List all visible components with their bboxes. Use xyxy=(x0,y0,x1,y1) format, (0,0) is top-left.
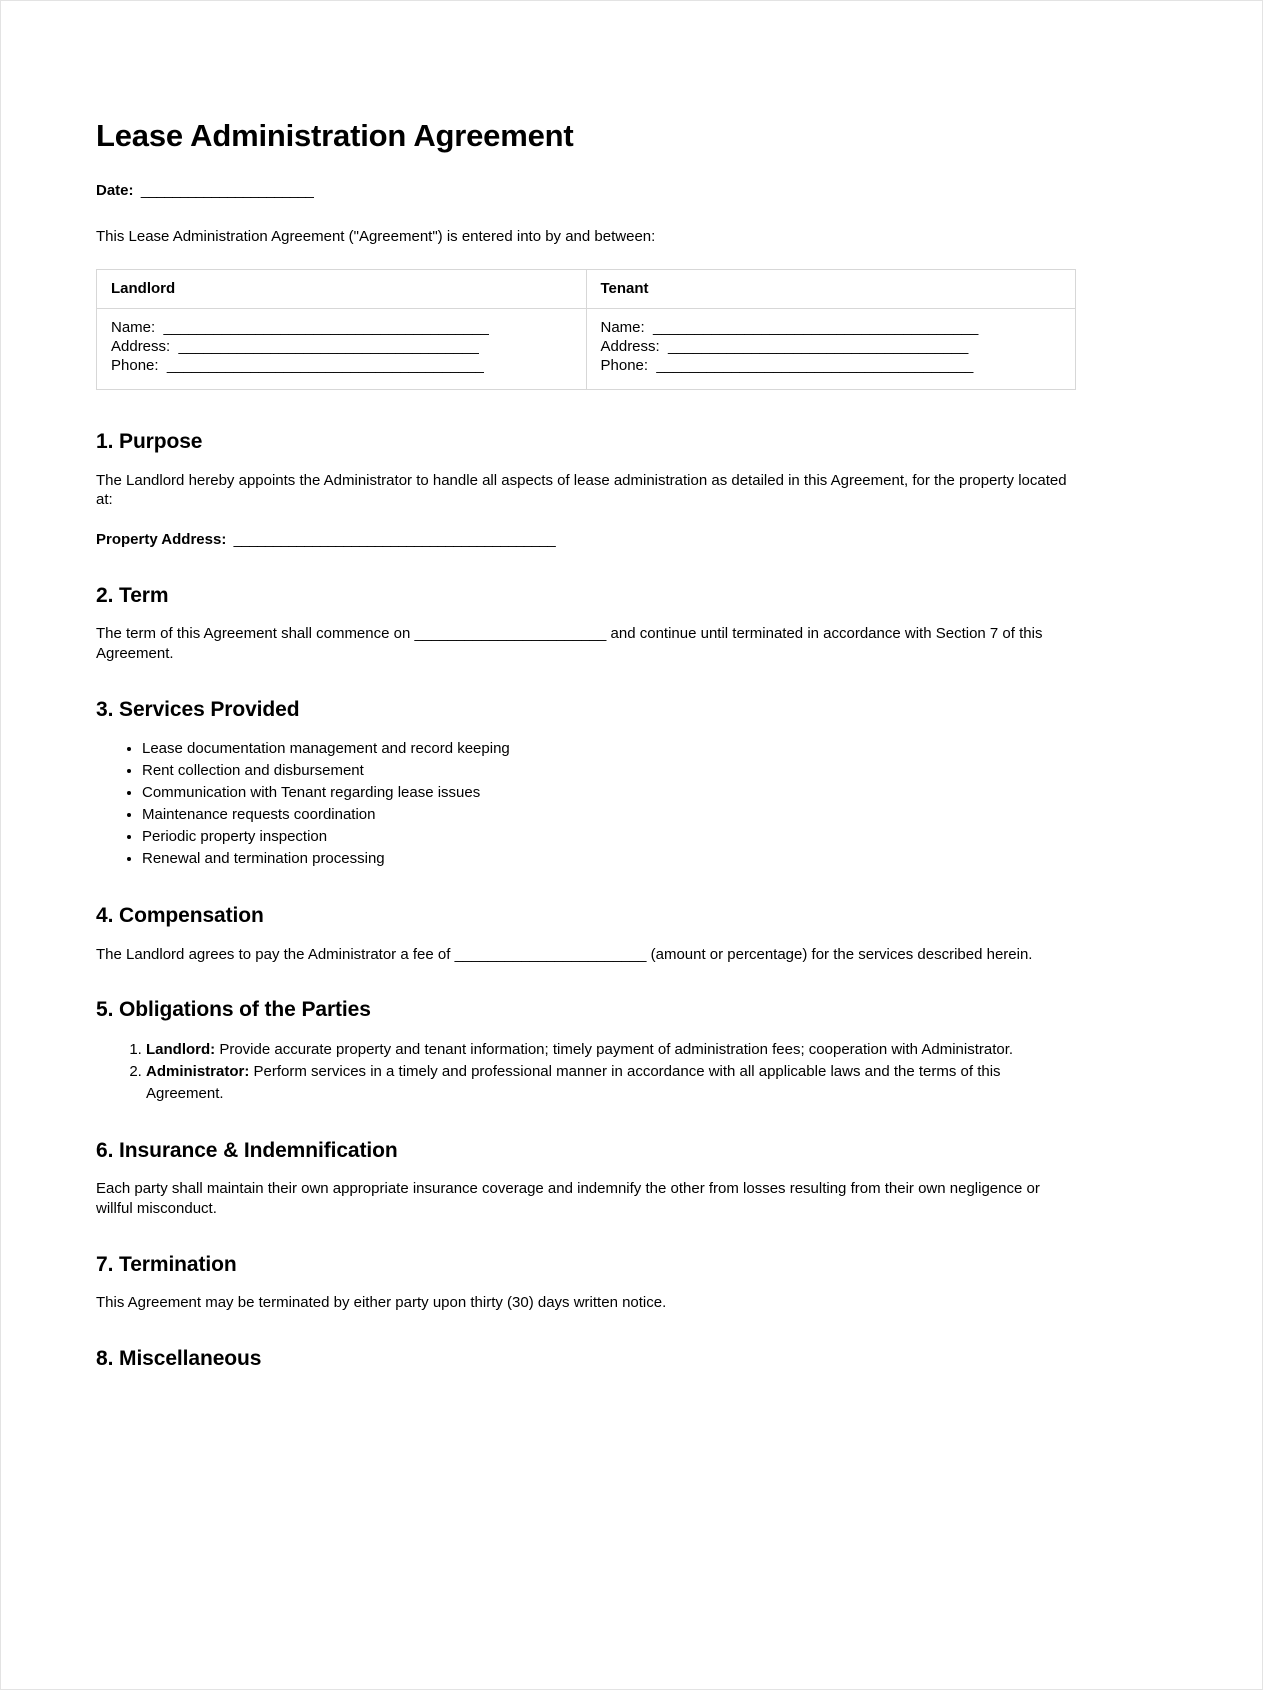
compensation-text-after: (amount or percentage) for the services described herein. xyxy=(646,945,1033,963)
section-insurance xyxy=(96,1139,1074,1219)
section-term xyxy=(96,584,1074,664)
section-heading-termination: 7. Termination xyxy=(96,1252,237,1276)
parties-table xyxy=(96,269,1076,391)
section-heading-insurance: 6. Insurance & Indemnification xyxy=(96,1138,398,1162)
section-termination xyxy=(96,1253,1074,1313)
term-commencement-blank-rule[interactable]: _______________________ xyxy=(414,625,607,643)
section-heading-services: 3. Services Provided xyxy=(96,697,300,721)
term-text-after: and continue until terminated in accordance with Section 7 of this Agreement. xyxy=(96,625,1043,662)
landlord-name-field[interactable]: Name: _______________________________________ xyxy=(111,318,489,336)
section-obligations xyxy=(96,998,1074,1104)
obligation-text-administrator: Perform services in a timely and professional manner in accordance with all applicable laws and the terms of this Agreement. xyxy=(146,1062,1001,1102)
list-item: • Communication with Tenant regarding lease issues xyxy=(142,782,1074,804)
landlord-address-field[interactable]: Address: ____________________________________ xyxy=(111,338,479,356)
compensation-fee-blank-rule[interactable]: _______________________ xyxy=(454,945,647,963)
section-purpose xyxy=(96,430,1074,550)
purpose-paragraph: The Landlord hereby appoints the Administrator to handle all aspects of lease administration as detailed in this Agreement, for the property located at: xyxy=(96,471,1067,509)
tenant-name-field[interactable]: Name: _______________________________________ xyxy=(600,318,979,336)
table-header-row xyxy=(97,269,1076,308)
list-item xyxy=(146,1039,1074,1061)
tenant-phone-field[interactable]: Phone: ______________________________________ xyxy=(600,357,974,375)
property-address-label: Property Address: xyxy=(96,531,227,549)
section-heading-purpose: 1. Purpose xyxy=(96,430,203,454)
tenant-address-field[interactable]: Address: ____________________________________ xyxy=(600,338,969,356)
section-heading-obligations: 5. Obligations of the Parties xyxy=(96,998,371,1022)
obligation-text-landlord: Provide accurate property and tenant information; timely payment of administration fees; cooperation with Administrator. xyxy=(215,1040,1014,1058)
date-label: Date: xyxy=(96,182,134,200)
list-item xyxy=(146,1061,1074,1105)
section-services xyxy=(96,698,1074,870)
obligation-label-landlord: Landlord: xyxy=(146,1040,216,1058)
tenant-details-cell xyxy=(586,308,1076,390)
intro-paragraph: This Lease Administration Agreement ("Agreement") is entered into by and between: xyxy=(96,227,656,245)
obligations-list xyxy=(96,1039,1074,1105)
list-item: • Periodic property inspection xyxy=(142,826,1074,848)
property-address-field xyxy=(96,530,1074,550)
section-heading-compensation: 4. Compensation xyxy=(96,904,264,928)
property-address-blank-rule[interactable]: _________________________________________ xyxy=(226,531,556,549)
section-miscellaneous xyxy=(96,1347,1074,1371)
compensation-text-before: The Landlord agrees to pay the Administrator a fee of xyxy=(96,945,455,963)
termination-paragraph: This Agreement may be terminated by either party upon thirty (30) days written notice. xyxy=(96,1293,667,1311)
list-item: • Renewal and termination processing xyxy=(142,848,1074,870)
list-item: • Rent collection and disbursement xyxy=(142,760,1074,782)
page-title: Lease Administration Agreement xyxy=(96,118,574,153)
obligation-label-administrator: Administrator: xyxy=(146,1062,250,1080)
column-header-tenant: Tenant xyxy=(586,269,1076,308)
services-list xyxy=(96,738,1074,870)
date-field xyxy=(96,181,1074,201)
term-text-before: The term of this Agreement shall commence on xyxy=(96,625,415,643)
landlord-phone-field[interactable]: Phone: ______________________________________ xyxy=(111,357,484,375)
list-item: • Maintenance requests coordination xyxy=(142,804,1074,826)
date-blank-rule[interactable]: ______________________ xyxy=(133,182,314,200)
list-item: • Lease documentation management and record keeping xyxy=(142,738,1074,760)
column-header-landlord: Landlord xyxy=(97,269,587,308)
term-paragraph xyxy=(96,624,1071,664)
section-heading-term: 2. Term xyxy=(96,583,169,607)
section-heading-miscellaneous: 8. Miscellaneous xyxy=(96,1346,262,1370)
compensation-paragraph xyxy=(96,945,1071,965)
section-compensation xyxy=(96,904,1074,964)
landlord-details-cell xyxy=(97,308,587,390)
insurance-paragraph: Each party shall maintain their own appropriate insurance coverage and indemnify the other from losses resulting from their own negligence or willful misconduct. xyxy=(96,1179,1040,1217)
table-row xyxy=(97,308,1076,390)
